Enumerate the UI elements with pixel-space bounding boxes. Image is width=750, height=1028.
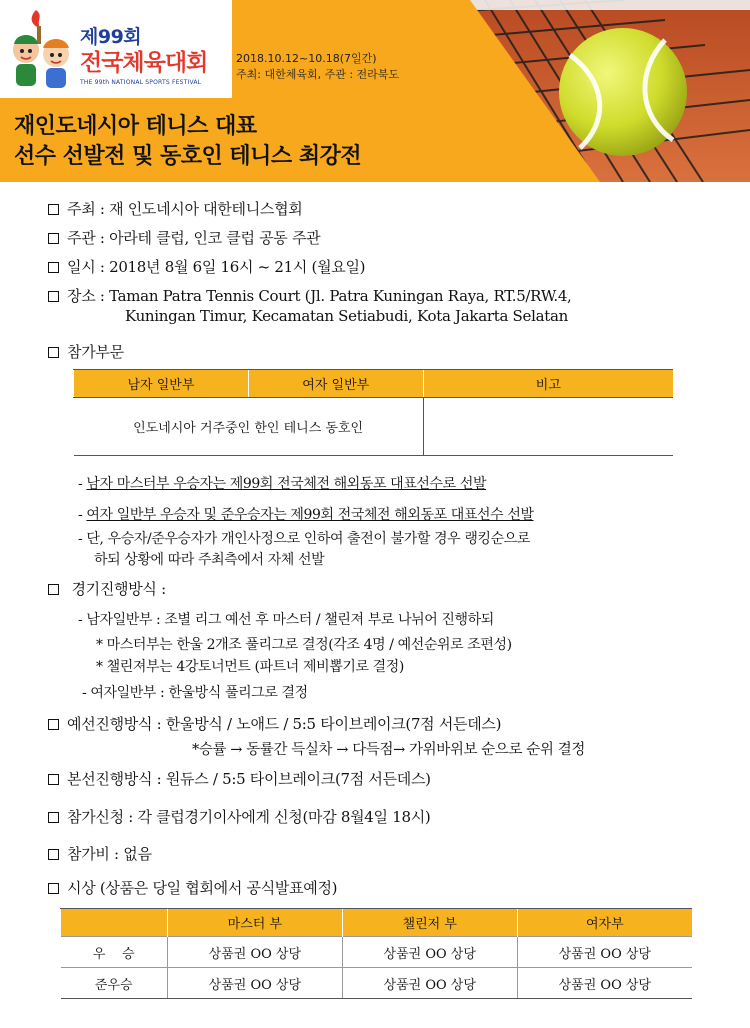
note-2 xyxy=(78,504,534,524)
remark-cell xyxy=(423,398,673,456)
checkbox-bullet-icon xyxy=(48,204,59,215)
event-dates: 2018.10.12~10.18(7일간) xyxy=(236,52,377,65)
checkbox-bullet-icon xyxy=(48,883,59,894)
checkbox-bullet-icon xyxy=(48,584,59,595)
divisions-label: 참가부문 xyxy=(67,343,124,361)
checkbox-bullet-icon xyxy=(48,347,59,358)
fee-text: 참가비 : 없음 xyxy=(67,845,152,863)
title-line-2: 선수 선발전 및 동호인 테니스 최강전 xyxy=(14,144,362,169)
registration-text: 참가신청 : 각 클럽경기이사에게 신청(마감 8월4일 18시) xyxy=(67,808,431,826)
table-cell: 상품권 OO 상당 xyxy=(517,968,692,999)
logo-number: 제99회 xyxy=(80,26,142,48)
main-round-text: 본선진행방식 : 원듀스 / 5:5 타이브레이크(7점 서든데스) xyxy=(67,770,431,788)
divisions-label-line xyxy=(48,341,124,362)
table-cell: 준우승 xyxy=(61,968,168,999)
note-1 xyxy=(78,473,486,493)
page-title xyxy=(14,112,574,172)
checkbox-bullet-icon xyxy=(48,774,59,785)
format-label-line xyxy=(48,578,166,599)
format-label: 경기진행방식 : xyxy=(67,580,166,598)
divisions-table xyxy=(73,369,673,456)
registration-line xyxy=(48,806,430,827)
header-banner xyxy=(0,0,750,182)
main-round-line xyxy=(48,768,431,789)
table-header-cell: 마스터 부 xyxy=(167,909,342,937)
tiebreak-line: *승률 → 동률간 득실차 → 다득점→ 가위바위보 순으로 순위 결정 xyxy=(192,742,585,758)
note-1-text: 남자 마스터부 우승자는 제99회 전국체전 해외동포 대표선수로 선발 xyxy=(86,476,487,492)
organizer-line xyxy=(48,198,302,219)
format-challenger-note: * 챌린져부는 4강토너먼트 (파트너 제비뽑기로 결정) xyxy=(96,659,404,675)
format-men-line: - 남자일반부 : 조별 리그 예선 후 마스터 / 챌린져 부로 나뉘어 진행하되 xyxy=(78,612,494,628)
table-header-row xyxy=(74,370,674,398)
prelim-text: 예선진행방식 : 한울방식 / 노애드 / 5:5 타이브레이크(7점 서든데스) xyxy=(67,715,502,733)
datetime-text: 일시 : 2018년 8월 6일 16시 ~ 21시 (월요일) xyxy=(67,258,366,276)
awards-text: 시상 (상품은 당일 협회에서 공식발표예정) xyxy=(67,879,338,897)
table-header-cell: 여자부 xyxy=(517,909,692,937)
format-women-line: - 여자일반부 : 한울방식 풀리그로 결정 xyxy=(82,685,308,701)
table-cell: 인도네시아 거주중인 한인 테니스 동호인 xyxy=(74,398,424,456)
organizer-text: 주최 : 재 인도네시아 대한테니스협회 xyxy=(67,200,303,218)
table-header-row xyxy=(61,909,693,937)
table-cell: 우 승 xyxy=(61,937,168,968)
table-cell: 상품권 OO 상당 xyxy=(167,968,342,999)
event-host: 주최: 대한체육회, 주관 : 전라북도 xyxy=(236,68,400,81)
table-cell: 상품권 OO 상당 xyxy=(517,937,692,968)
table-row xyxy=(61,968,693,999)
table-row xyxy=(74,398,674,456)
venue-line-2: Kuningan Timur, Kecamatan Setiabudi, Kota Jakarta Selatan xyxy=(125,307,568,325)
supervisor-line xyxy=(48,227,320,248)
note-3-line-2: 하되 상황에 따라 주최측에서 자체 선발 xyxy=(94,552,325,568)
note-dash: - xyxy=(78,507,87,523)
awards-line xyxy=(48,877,337,898)
table-header-cell: 챌린저 부 xyxy=(342,909,517,937)
checkbox-bullet-icon xyxy=(48,849,59,860)
mascot-icon xyxy=(6,8,76,92)
checkbox-bullet-icon xyxy=(48,719,59,730)
checkbox-bullet-icon xyxy=(48,262,59,273)
format-masters-note: * 마스터부는 한울 2개조 풀리그로 결정(각조 4명 / 예선순위로 조편성) xyxy=(96,637,512,653)
supervisor-text: 주관 : 아라테 클럽, 인코 클럽 공동 주관 xyxy=(67,229,321,247)
note-3-line-1: - 단, 우승자/준우승자가 개인사정으로 인하여 출전이 불가할 경우 랭킹순으로 xyxy=(78,531,530,547)
title-line-1: 재인도네시아 테니스 대표 xyxy=(14,114,257,139)
note-2-text: 여자 일반부 우승자 및 준우승자는 제99회 전국체전 해외동포 대표선수 선발 xyxy=(86,507,534,523)
checkbox-bullet-icon xyxy=(48,233,59,244)
table-cell: 상품권 OO 상당 xyxy=(342,968,517,999)
venue-line xyxy=(48,285,572,306)
prelim-line xyxy=(48,713,501,734)
venue-text: 장소 : Taman Patra Tennis Court (Jl. Patra Kuningan Raya, RT.5/RW.4, xyxy=(67,287,572,305)
table-row xyxy=(61,937,693,968)
table-header-cell: 남자 일반부 xyxy=(74,370,249,398)
logo-name: 전국체육대회 xyxy=(80,50,208,76)
checkbox-bullet-icon xyxy=(48,812,59,823)
awards-table xyxy=(60,908,692,999)
table-cell: 상품권 OO 상당 xyxy=(342,937,517,968)
table-header-cell: 비고 xyxy=(423,370,673,398)
fee-line xyxy=(48,843,152,864)
datetime-line xyxy=(48,256,365,277)
festival-logo xyxy=(0,0,232,98)
note-dash: - xyxy=(78,476,87,492)
logo-english: THE 99th NATIONAL SPORTS FESTIVAL xyxy=(80,79,202,86)
table-header-cell xyxy=(61,909,168,937)
table-header-cell: 여자 일반부 xyxy=(248,370,423,398)
table-cell: 상품권 OO 상당 xyxy=(167,937,342,968)
checkbox-bullet-icon xyxy=(48,291,59,302)
